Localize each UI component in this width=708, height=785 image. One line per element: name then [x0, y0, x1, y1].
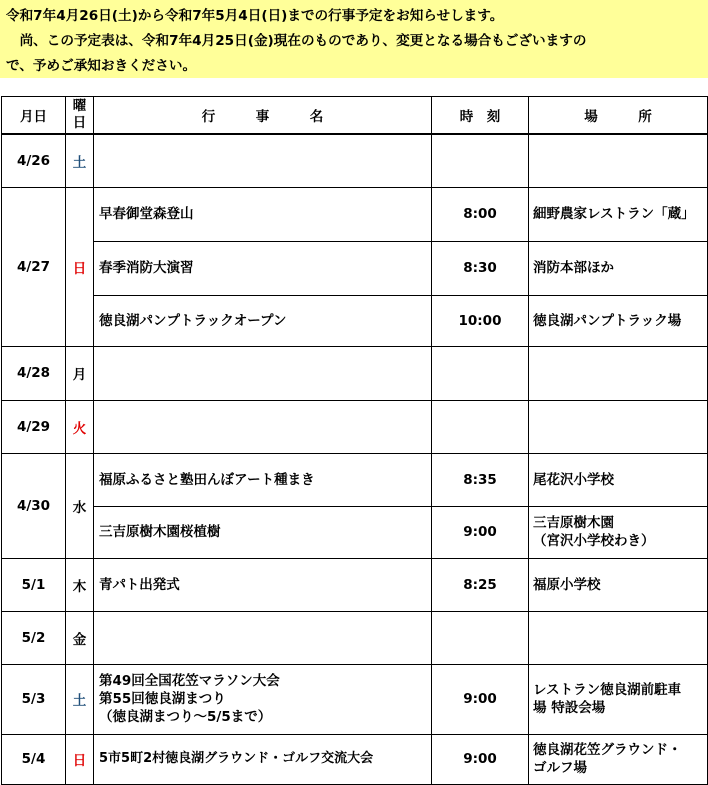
row-day-of-week: 月	[66, 346, 94, 400]
event-time: 8:35	[432, 453, 529, 506]
header-day-of-week: 曜 日	[66, 97, 94, 135]
row-date: 5/4	[2, 734, 66, 784]
row-day-of-week: 日	[66, 734, 94, 784]
event-time: 9:00	[432, 664, 529, 734]
row-day-of-week: 金	[66, 611, 94, 664]
row-date: 4/29	[2, 400, 66, 453]
schedule-table	[1, 96, 708, 785]
row-date: 4/26	[2, 134, 66, 187]
schedule-body	[2, 134, 708, 784]
table-row	[2, 611, 708, 664]
table-row	[2, 558, 708, 611]
row-date: 5/2	[2, 611, 66, 664]
table-row	[2, 506, 708, 558]
event-place: 消防本部ほか	[529, 241, 708, 295]
event-time: 10:00	[432, 295, 529, 346]
row-time	[432, 400, 529, 453]
event-time: 9:00	[432, 734, 529, 784]
event-name: 三吉原樹木園桜植樹	[94, 506, 432, 558]
row-time	[432, 346, 529, 400]
table-row	[2, 346, 708, 400]
event-name: 5市5町2村徳良湖グラウンド・ゴルフ交流大会	[94, 734, 432, 784]
event-time: 9:00	[432, 506, 529, 558]
table-row	[2, 400, 708, 453]
table-row	[2, 134, 708, 187]
event-place: 福原小学校	[529, 558, 708, 611]
table-row	[2, 453, 708, 506]
event-name: 福原ふるさと塾田んぼアート種まき	[94, 453, 432, 506]
row-date: 4/30	[2, 453, 66, 558]
row-time	[432, 611, 529, 664]
row-time	[432, 134, 529, 187]
event-name: 第49回全国花笠マラソン大会 第55回徳良湖まつり （徳良湖まつり～5/5まで）	[94, 664, 432, 734]
row-place	[529, 134, 708, 187]
row-place	[529, 400, 708, 453]
notice-line-2: 尚、この予定表は、令和7年4月25日(金)現在のものであり、変更となる場合もございますの	[6, 33, 587, 49]
row-day-of-week: 木	[66, 558, 94, 611]
event-place: レストラン徳良湖前駐車 場 特設会場	[529, 664, 708, 734]
row-event	[94, 134, 432, 187]
table-row	[2, 734, 708, 784]
event-name: 早春御堂森登山	[94, 187, 432, 241]
event-time: 8:30	[432, 241, 529, 295]
event-place: 三吉原樹木園 （宮沢小学校わき）	[529, 506, 708, 558]
table-row	[2, 295, 708, 346]
row-date: 5/3	[2, 664, 66, 734]
row-day-of-week: 水	[66, 453, 94, 558]
event-name: 春季消防大演習	[94, 241, 432, 295]
header-time: 時 刻	[432, 97, 529, 135]
event-name: 青パト出発式	[94, 558, 432, 611]
row-day-of-week: 火	[66, 400, 94, 453]
event-name: 徳良湖パンプトラックオープン	[94, 295, 432, 346]
event-time: 8:00	[432, 187, 529, 241]
header-place: 場 所	[529, 97, 708, 135]
event-place: 徳良湖花笠グラウンド・ ゴルフ場	[529, 734, 708, 784]
notice-line-3: で、予めご承知おきください。	[6, 58, 197, 74]
header-row	[2, 97, 708, 135]
event-place: 尾花沢小学校	[529, 453, 708, 506]
table-row	[2, 664, 708, 734]
header-date: 月日	[2, 97, 66, 135]
row-day-of-week: 土	[66, 134, 94, 187]
table-row	[2, 187, 708, 241]
table-row	[2, 241, 708, 295]
row-event	[94, 611, 432, 664]
row-place	[529, 611, 708, 664]
notice-banner	[0, 0, 708, 78]
event-place: 徳良湖パンプトラック場	[529, 295, 708, 346]
event-place: 細野農家レストラン「蔵」	[529, 187, 708, 241]
row-event	[94, 346, 432, 400]
row-event	[94, 400, 432, 453]
row-date: 4/27	[2, 187, 66, 346]
row-place	[529, 346, 708, 400]
row-day-of-week: 日	[66, 187, 94, 346]
row-date: 5/1	[2, 558, 66, 611]
header-event: 行 事 名	[94, 97, 432, 135]
event-time: 8:25	[432, 558, 529, 611]
notice-line-1: 令和7年4月26日(土)から令和7年5月4日(日)までの行事予定をお知らせします。	[6, 8, 504, 24]
row-day-of-week: 土	[66, 664, 94, 734]
row-date: 4/28	[2, 346, 66, 400]
